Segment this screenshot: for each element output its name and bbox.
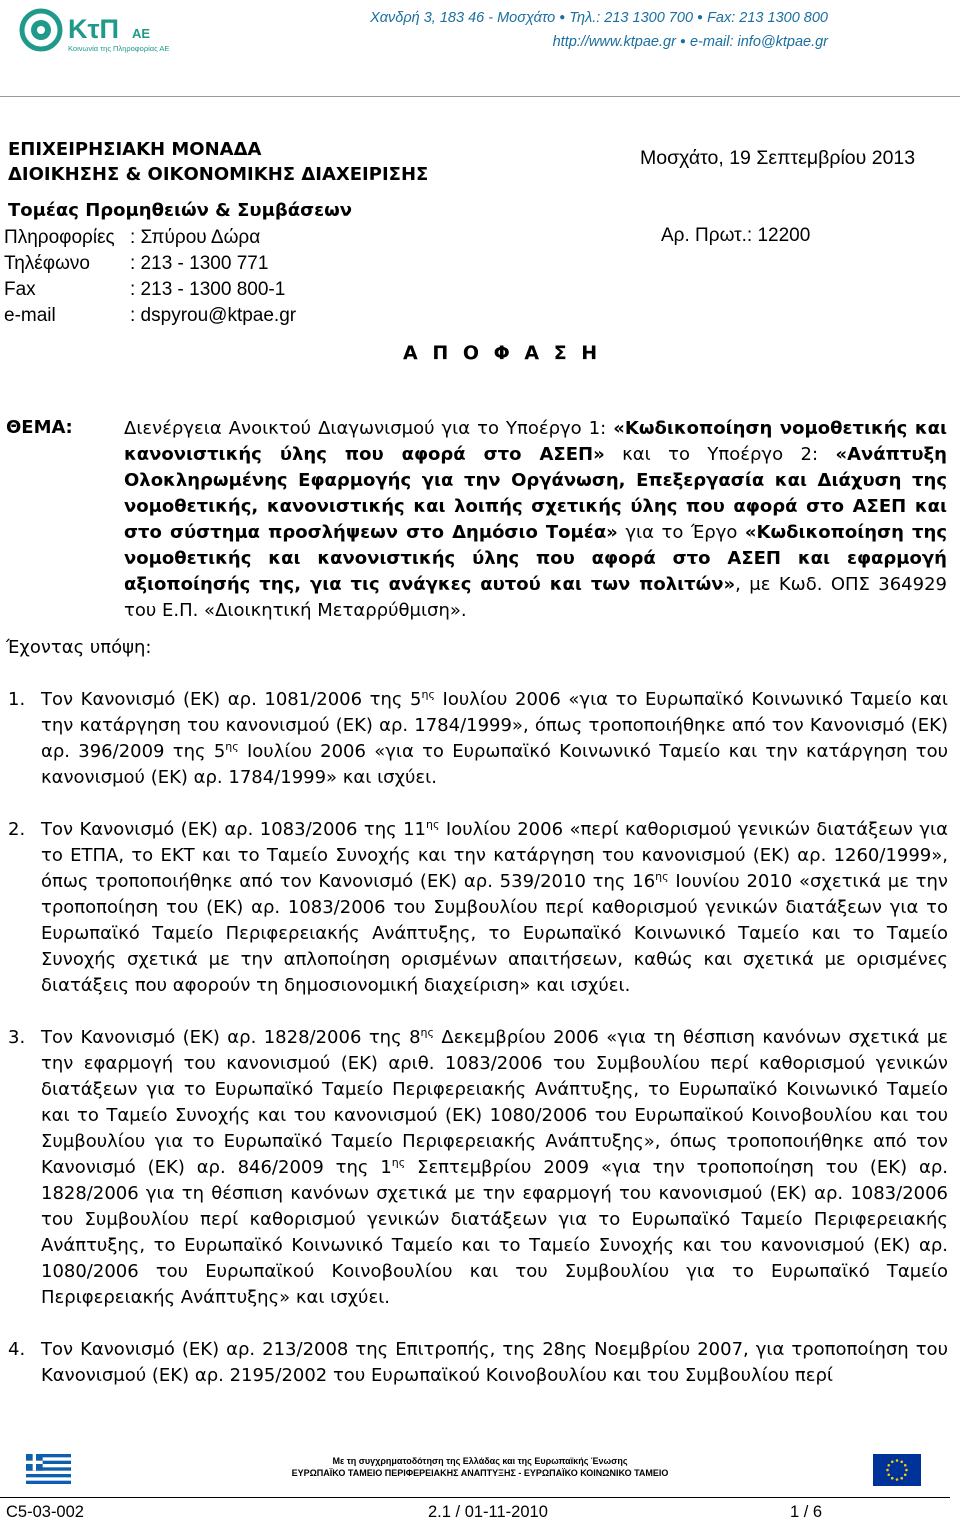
document-version: 2.1 / 01-11-2010 — [428, 1503, 548, 1521]
phone: Τηλ.: 213 1300 700 — [569, 10, 694, 26]
info-value[interactable]: : dspyrou@ktpae.gr — [130, 305, 297, 326]
eu-star — [900, 1460, 903, 1463]
subject-part: και το Υποέργο 2: — [604, 444, 836, 465]
website-link[interactable]: http://www.ktpae.gr — [552, 34, 676, 50]
list-item-number: 2. — [8, 819, 26, 840]
subject-bold-part: «Κωδικοποίηση νομοθετικής και κανονιστικής ύλης που αφορά στο ΑΣΕΠ» — [124, 418, 947, 465]
bullet-icon: ● — [559, 12, 566, 23]
info-label: e-mail — [4, 305, 56, 326]
unit-name — [8, 137, 428, 187]
protocol-number: Αρ. Πρωτ.: 12200 — [661, 225, 811, 246]
eu-star — [891, 1477, 894, 1480]
list-item-number: 3. — [8, 1027, 26, 1048]
bullet-icon: ● — [679, 36, 686, 47]
contact-line-2 — [370, 30, 828, 54]
subject-part: για το Έργο — [617, 522, 745, 543]
logo-suffix: ΑΕ — [132, 26, 151, 41]
contact-info — [4, 225, 296, 329]
document-code: C5-03-002 — [6, 1503, 84, 1521]
info-row — [4, 251, 296, 277]
address: Χανδρή 3, 183 46 - Μοσχάτο — [370, 10, 556, 26]
bullet-icon: ● — [697, 12, 704, 23]
logo-text: ΚτΠ — [68, 14, 120, 44]
list-item — [8, 1337, 948, 1389]
list-item — [8, 1025, 948, 1311]
ktpae-logo-icon — [18, 6, 178, 56]
info-row — [4, 303, 296, 329]
cofinance-line-2: ΕΥΡΩΠΑΪΚΟ ΤΑΜΕΙΟ ΠΕΡΙΦΕΡΕΙΑΚΗΣ ΑΝΑΠΤΥΞΗΣ - ΕΥΡΩΠΑΪΚΟ ΚΟΙΝΩΝΙΚΟ ΤΑΜΕΙΟ — [291, 1468, 669, 1478]
list-item — [8, 687, 948, 791]
list-item-number: 1. — [8, 689, 26, 710]
cofinance-note — [200, 1455, 760, 1479]
list-item-text: Τον Κανονισμό (ΕΚ) αρ. 1081/2006 της $5^{\eta\varsigma}$ Ιουλίου 2006 «για το Ευρωπαϊκό Κοινωνικό Ταμείο και την κατάργηση του κανονισμού (ΕΚ) αρ. 1784/1999», όπως τροποποιήθηκε από τον Κανονισμό (ΕΚ) αρ. 396/2009 της $5^{\eta\varsigma}$ Ιουλίου 2006 «για το Ευρωπαϊκό Κοινωνικό Ταμείο και την κατάργηση του κανονισμού (ΕΚ) αρ. 1784/1999» και ισχύει. — [41, 688, 948, 788]
subject-part: , με Κωδ. ΟΠΣ 364929 του Ε.Π. «Διοικητική Μεταρρύθμιση». — [124, 574, 947, 621]
eu-star — [887, 1464, 890, 1467]
greek-flag-icon — [26, 1454, 71, 1484]
subject-bold-part: «Κωδικοποίηση της νομοθετικής και κανονιστικής ύλης που αφορά στο ΑΣΕΠ και εφαρμογή αξιοποίησής της, για τις ανάγκες αυτού και των πολιτών» — [124, 522, 947, 595]
list-item-number: 4. — [8, 1339, 26, 1360]
logo-tagline: Κοινωνία της Πληροφορίας ΑΕ — [68, 44, 170, 53]
info-value: : Σπύρου Δώρα — [130, 227, 261, 248]
eu-flag-icon — [873, 1454, 921, 1486]
info-value: : 213 - 1300 771 — [130, 253, 269, 274]
unit-line-1: ΕΠΙΧΕΙΡΗΣΙΑΚΗ ΜΟΝΑΔΑ — [8, 139, 262, 160]
eu-star — [886, 1469, 889, 1472]
subject-label: ΘΕΜΑ: — [6, 417, 73, 438]
eu-star — [887, 1473, 890, 1476]
eu-star — [905, 1469, 908, 1472]
info-label: Πληροφορίες — [4, 227, 115, 248]
eu-star — [896, 1459, 899, 1462]
footer-divider — [0, 1497, 950, 1498]
email-link[interactable]: e-mail: info@ktpae.gr — [689, 34, 828, 50]
considering-heading: Έχοντας υπόψη: — [6, 637, 152, 658]
list-item — [8, 817, 948, 999]
info-row — [4, 225, 296, 251]
contact-block — [370, 6, 828, 54]
page-number: 1 / 6 — [790, 1503, 823, 1521]
info-row — [4, 277, 296, 303]
eu-star — [900, 1477, 903, 1480]
info-value: : 213 - 1300 800-1 — [130, 279, 286, 300]
regulations-list — [8, 687, 948, 1415]
contact-line-1 — [370, 6, 828, 30]
unit-line-2: ΔΙΟΙΚΗΣΗΣ & ΟΙΚΟΝΟΜΙΚΗΣ ΔΙΑΧΕΙΡΙΣΗΣ — [8, 164, 429, 185]
list-item-text: Τον Κανονισμό (ΕΚ) αρ. 1083/2006 της $11^{\eta\varsigma}$ Ιουλίου 2006 «περί καθορισμού γενικών διατάξεων για το ΕΤΠΑ, το ΕΚΤ και το Ταμείο Συνοχής και την κατάργηση του κανονισμού (ΕΚ) αρ. 1260/1999», όπως τροποποιήθηκε από τον Κανονισμό (ΕΚ) αρ. 539/2010 της $16^{\eta\varsigma}$ Ιουνίου 2010 «σχετικά με την τροποποίηση του (ΕΚ) αρ. 1083/2006 του Συμβουλίου περί καθορισμού γενικών διατάξεων για το Ευρωπαϊκό Ταμείο Περιφερειακής Ανάπτυξης, το Ευρωπαϊκό Κοινωνικό Ταμείο και το Ταμείο Συνοχής σχετικά με την απλοποίηση ορισμένων απαιτήσεων, καθώς και σχετικά με ορισμένες διατάξεις που αφορούν τη δημοσιονομική διαχείριση» και ισχύει. — [41, 818, 948, 996]
list-item-text: Τον Κανονισμό (ΕΚ) αρ. 213/2008 της Επιτροπής, της 28ης Νοεμβρίου 2007, για τροποποίηση του Κανονισμού (ΕΚ) αρ. 2195/2002 του Ευρωπαϊκού Κοινοβουλίου και του Συμβουλίου περί — [41, 1339, 948, 1386]
place-date: Μοσχάτο, 19 Σεπτεμβρίου 2013 — [640, 147, 916, 169]
fax: Fax: 213 1300 800 — [707, 10, 828, 26]
subject-text — [124, 416, 947, 624]
info-label: Fax — [4, 279, 36, 300]
eu-star — [891, 1460, 894, 1463]
eu-star — [904, 1473, 907, 1476]
cofinance-line-1: Με τη συγχρηματοδότηση της Ελλάδας και της Ευρωπαϊκής Ένωσης — [332, 1456, 628, 1466]
eu-star — [896, 1478, 899, 1481]
subject-bold-part: «Ανάπτυξη Ολοκληρωμένης Εφαρμογής για την Οργάνωση, Επεξεργασία και Διάχυση της νομοθετικής, κανονιστικής και λοιπής σχετικής ύλης που αφορά στο ΑΣΕΠ και στο σύστημα προσλήψεων στο Δημόσιο Τομέα» — [124, 444, 947, 543]
sector-name: Τομέας Προμηθειών & Συμβάσεων — [8, 200, 353, 221]
eu-star — [904, 1464, 907, 1467]
decision-title: Α Π Ο Φ Α Σ Η — [403, 342, 602, 364]
info-label: Τηλέφωνο — [4, 253, 90, 274]
list-item-text: Τον Κανονισμό (ΕΚ) αρ. 1828/2006 της $8^{\eta\varsigma}$ Δεκεμβρίου 2006 «για τη θέσπιση κανόνων σχετικά με την εφαρμογή του κανονισμού (ΕΚ) αριθ. 1083/2006 του Συμβουλίου περί καθορισμού γενικών διατάξεων για το Ευρωπαϊκό Ταμείο Περιφερειακής Ανάπτυξης, το Ευρωπαϊκό Κοινωνικό Ταμείο και το Ταμείο Συνοχής και του κανονισμού (ΕΚ) 1080/2006 του Ευρωπαϊκού Κοινοβουλίου και του Συμβουλίου για το Ευρωπαϊκό Ταμείο Περιφερειακής Ανάπτυξης», όπως τροποποιήθηκε από τον Κανονισμό (ΕΚ) αρ. 846/2009 της $1^{\eta\varsigma}$ Σεπτεμβρίου 2009 «για την τροποποίηση του (ΕΚ) αρ. 1828/2006 για τη θέσπιση κανόνων σχετικά με την εφαρμογή του κανονισμού (ΕΚ) αρ. 1083/2006 του Συμβουλίου περί καθορισμού γενικών διατάξεων για το Ευρωπαϊκό Ταμείο Περιφερειακής Ανάπτυξης, το Ευρωπαϊκό Κοινωνικό Ταμείο και το Ταμείο Συνοχής και του κανονισμού (ΕΚ) αρ. 1080/2006 του Ευρωπαϊκού Κοινοβουλίου και του Συμβουλίου για το Ευρωπαϊκό Ταμείο Περιφερειακής Ανάπτυξης» και ισχύει. — [41, 1026, 949, 1308]
header-divider — [0, 96, 960, 97]
subject-part: Διενέργεια Ανοικτού Διαγωνισμού για το Υποέργο 1: — [124, 418, 614, 439]
